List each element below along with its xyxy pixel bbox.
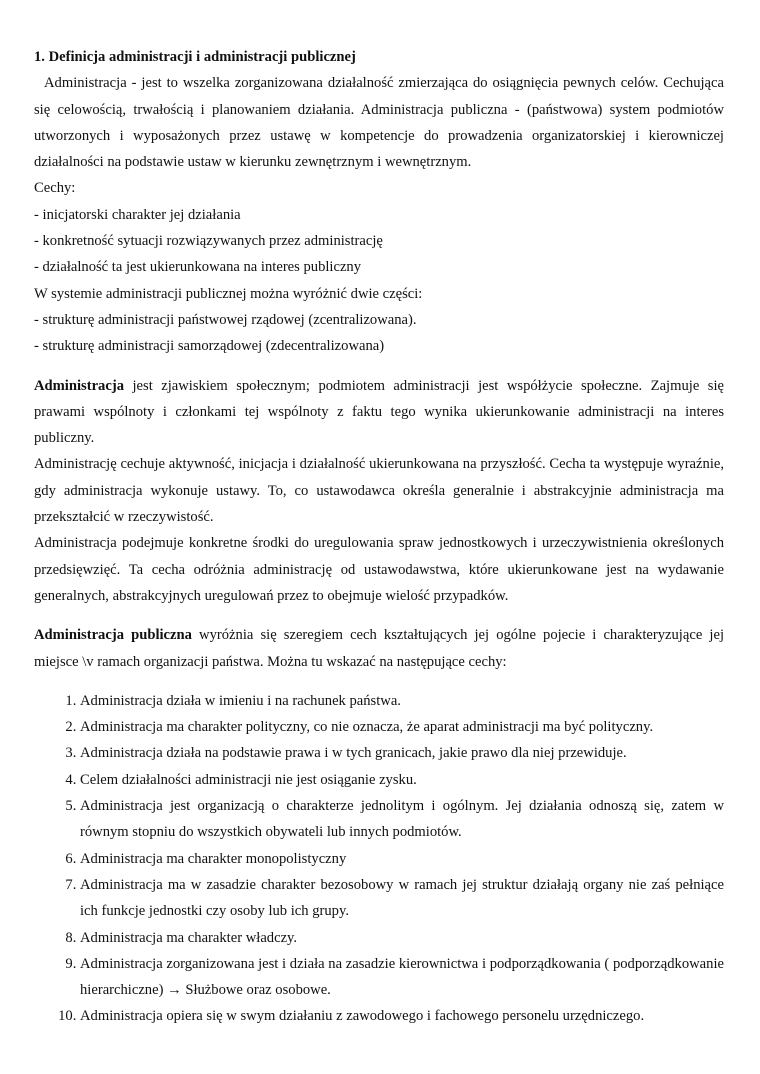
administracja-term: Administracja [34, 377, 124, 394]
public-administration-intro [34, 622, 724, 675]
paragraph-gap [34, 609, 724, 622]
feature-item: 6. Administracja ma charakter monopolistyczny [80, 846, 724, 872]
feature-item: 3. Administracja działa na podstawie prawa i w tych granicach, jakie prawo dla niej przewiduje. [80, 740, 724, 766]
part-item: - strukturę administracji samorządowej (zdecentralizowana) [34, 338, 385, 355]
feature-item: 8. Administracja ma charakter władczy. [80, 925, 724, 951]
feature-item: 10. Administracja opiera się w swym działaniu z zawodowego i fachowego personelu urzędniczego. [80, 1003, 724, 1029]
trait-item: - działalność ta jest ukierunkowana na interes publiczny [34, 259, 362, 276]
traits-label: Cechy: [34, 180, 76, 197]
public-administration-term: Administracja publiczna [34, 627, 192, 644]
part-item: - strukturę administracji państwowej rządowej (zcentralizowana). [34, 311, 417, 328]
feature-item: 1. Administracja działa w imieniu i na rachunek państwa. [80, 688, 724, 714]
feature-item: 4. Celem działalności administracji nie jest osiąganie zysku. [80, 767, 724, 793]
feature-item: 2. Administracja ma charakter polityczny, co nie oznacza, że aparat administracji ma być polityczny. [80, 714, 724, 740]
parts-intro: W systemie administracji publicznej można wyróżnić dwie części: [34, 285, 423, 302]
features-list [34, 688, 724, 1030]
feature-item: 9. Administracja zorganizowana jest i działa na zasadzie kierownictwa i podporządkowania ( podporządkowanie hierarchiczne) → Służbowe oraz osobowe. [80, 951, 724, 1004]
measures-paragraph: Administracja podejmuje konkretne środki do uregulowania spraw jednostkowych i urzeczywistnienia określonych przedsięwzięć. Ta cecha odróżnia administrację od ustawodawstwa, które ukierunkowane jest na wydawanie generalnych, abstrakcyjnych uregulowań przez to obejmuje wielość przypadków. [34, 535, 724, 604]
administracja-paragraph [34, 373, 724, 452]
feature-item: 7. Administracja ma w zasadzie charakter bezosobowy w ramach jej struktur działają organy nie zaś pełniące ich funkcje jednostki czy osoby lub ich grupy. [80, 872, 724, 925]
trait-item: - konkretność sytuacji rozwiązywanych przez administrację [34, 233, 383, 250]
trait-item: - inicjatorski charakter jej działania [34, 206, 241, 223]
public-administration-intro-text: wyróżnia się szeregiem cech kształtujących jej ogólne pojecie i charakteryzujące jej miejsce \v ramach organizacji państwa. Można tu wskazać na następujące cechy: [34, 627, 724, 670]
feature-item: 5. Administracja jest organizacją o charakterze jednolitym i ogólnym. Jej działania odnoszą się, zatem w równym stopniu do wszystkich obywateli lub innych podmiotów. [80, 793, 724, 846]
section-heading: 1. Definicja administracji i administracji publicznej [34, 49, 356, 65]
paragraph-gap [34, 360, 724, 373]
administracja-paragraph-text: jest zjawiskiem społecznym; podmiotem administracji jest współżycie społeczne. Zajmuje się prawami wspólnoty i członkami tej wspólnoty z faktu tego wynika ukierunkowanie administracji na interes publiczny. [34, 377, 724, 447]
definition-paragraph: Administracja - jest to wszelka zorganizowana działalność zmierzająca do osiągnięcia pewnych celów. Cechująca się celowością, trwałością i planowaniem działania. Administracja publiczna - (państwowa) system podmiotów utworzonych i wyposażonych przez ustawę w kompetencje do prowadzenia organizatorskiej i kierowniczej działalności na podstawie ustaw w kierunku zewnętrznym i wewnętrznym. [34, 75, 724, 171]
activity-paragraph: Administrację cechuje aktywność, inicjacja i działalność ukierunkowana na przyszłość. Cecha ta występuje wyraźnie, gdy administracja wykonuje ustawy. To, co ustawodawca określa generalnie i abstrakcyjnie administracja ma przekształcić w rzeczywistość. [34, 456, 724, 526]
